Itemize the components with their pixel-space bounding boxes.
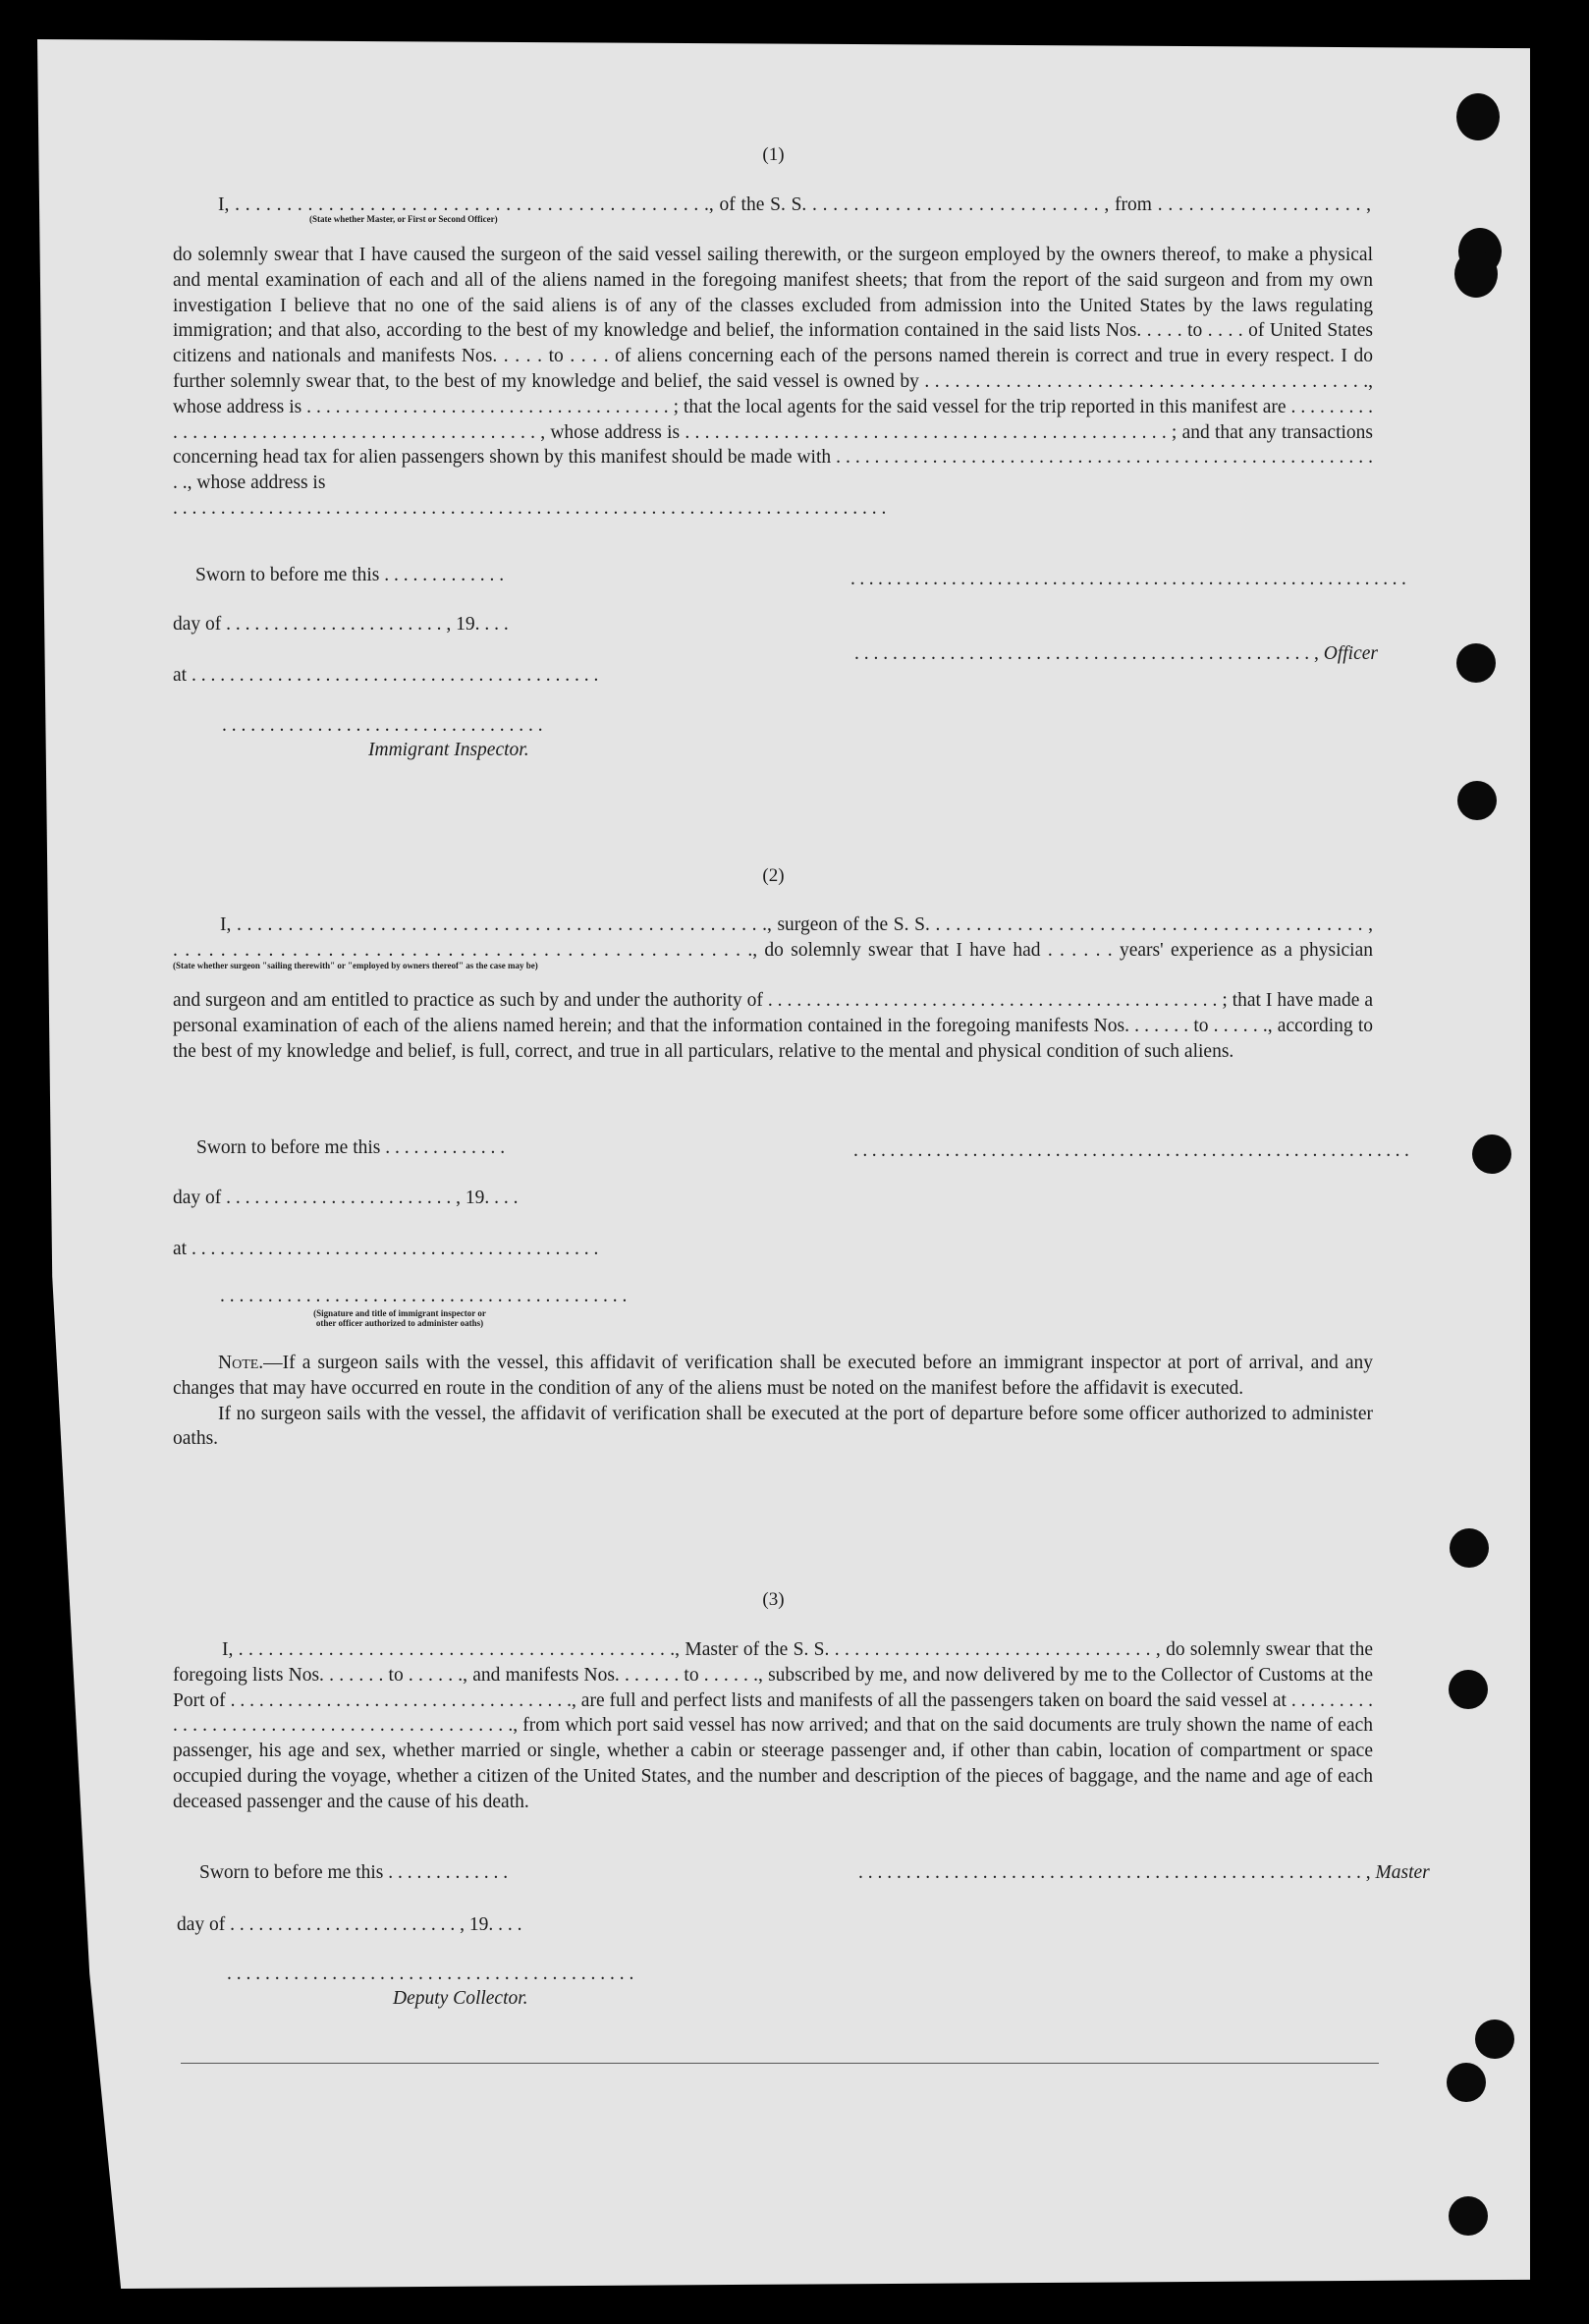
master-oath-end: . . . . . . . . . . . . . . . . . . . . . . . . . . . . . . . . . . . . . . . . . . . . . . . . . . . . . . . . . . . . . . . . . . . . . . . . . . . <box>173 497 887 519</box>
at-line-1: at . . . . . . . . . . . . . . . . . . . . . . . . . . . . . . . . . . . . . . . . . . . <box>173 665 599 686</box>
note-text-2: If no surgeon sails with the vessel, the affidavit of verification shall be executed at the port of departure before some officer authorized to administer oaths. <box>173 1403 1373 1450</box>
day-of-line-1: day of . . . . . . . . . . . . . . . . . . . . . . . , 19. . . . <box>173 614 509 635</box>
officer-label: Officer <box>1323 643 1378 664</box>
binder-hole <box>1449 1670 1488 1709</box>
officer-signature-dots: . . . . . . . . . . . . . . . . . . . . . . . . . . . . . . . . . . . . . . . . . . . . . . . . , <box>854 643 1319 664</box>
signature-title-note-line-2: other officer authorized to administer oaths) <box>315 1317 484 1328</box>
at-line-2: at . . . . . . . . . . . . . . . . . . . . . . . . . . . . . . . . . . . . . . . . . . . <box>173 1239 599 1259</box>
section-3-number: (3) <box>762 1589 785 1610</box>
surgeon-signature-dots: . . . . . . . . . . . . . . . . . . . . . . . . . . . . . . . . . . . . . . . . . . . . . . . . . . . . . . . . . . . . . <box>853 1140 1409 1161</box>
sworn-line-3: Sworn to before me this . . . . . . . . . . . . . <box>199 1862 509 1883</box>
day-of-line-2: day of . . . . . . . . . . . . . . . . . . . . . . . . , 19. . . . <box>173 1188 519 1208</box>
binder-hole <box>1449 2196 1488 2236</box>
immigrant-inspector-label: Immigrant Inspector. <box>368 740 529 760</box>
section-1-number: (1) <box>762 144 785 165</box>
deputy-collector-label: Deputy Collector. <box>393 1988 528 2009</box>
binder-hole <box>1447 2063 1486 2102</box>
binder-hole <box>1454 250 1498 298</box>
master-oath-paragraph <box>173 243 1373 522</box>
master-signature-dots-3: . . . . . . . . . . . . . . . . . . . . . . . . . . . . . . . . . . . . . . . . . . . . . . . . . . . . . , <box>858 1862 1371 1883</box>
binder-hole <box>1475 2020 1514 2059</box>
surgeon-oath-body: and surgeon and am entitled to practice as such by and under the authority of . . . . . . . . . . . . . . . . . . . . . . . . . . . . . . . . . . . . . . . . . . . . . . . ; that I have made a personal examination of each of the aliens named herein; and that the information contained in the foregoing manifests Nos. . . . . . . to . . . . . ., according to the best of my knowledge and belief, is full, correct, and true in all particulars, relative to the mental and physical condition of such aliens. <box>173 990 1373 1062</box>
master-oath-body: do solemnly swear that I have caused the surgeon of the said vessel sailing therewith, or the surgeon employed by the owners thereof, to make a physical and mental examination of each and all of the aliens named in the foregoing manifest sheets; that from the report of the said surgeon and from my own investigation I believe that no one of the said aliens is of any of the classes excluded from admission into the United States by the laws regulating immigration; and that also, according to the best of my knowledge and belief, the information contained in the said lists Nos. . . . . to . . . . of United States citizens and nationals and manifests Nos. . . . . to . . . . of aliens concerning each of the persons named therein is correct and true in every respect. I do further solemnly swear that, to the best of my knowledge and belief, the said vessel is owned by . . . . . . . . . . . . . . . . . . . . . . . . . . . . . . . . . . . . . . . . . . . ., whose address is . . . . . . . . . . . . . . . . . . . . . . . . . . . . . . . . . . . . . . ; that the local agents for the said vessel for the trip reported in this manifest are . . . . . . . . . . . . . . . . . . . . . . . . . . . . . . . . . . . . . . . . . . . . . . , whose address is . . . . . . . . . . . . . . . . . . . . . . . . . . . . . . . . . . . . . . . . . . . . . . . . . ; and that any transactions concerning head tax for alien passengers shown by this manifest should be made with . . . . . . . . . . . . . . . . . . . . . . . . . . . . . . . . . . . . . . . . . . . . . . . . . . . . . . . . . ., whose address is <box>173 245 1373 494</box>
surgeon-second-line: . . . . . . . . . . . . . . . . . . . . . . . . . . . . . . . . . . . . . . . . . . . . . . . . ., do solemnly swear that I have had . . . . . . years' experience as a physician <box>173 940 1373 961</box>
bottom-rule <box>181 2063 1379 2064</box>
master-signature-line <box>858 1863 1430 1883</box>
binder-hole <box>1457 781 1497 820</box>
binder-hole <box>1456 93 1500 140</box>
officer-rank-note: (State whether Master, or First or Second Officer) <box>309 214 498 224</box>
surgeon-type-note: (State whether surgeon "sailing therewith" or "employed by owners thereof" as the case may be) <box>173 961 538 970</box>
inspector-signature-dots: . . . . . . . . . . . . . . . . . . . . . . . . . . . . . . . . . . <box>222 715 543 736</box>
master-arrival-body: I, . . . . . . . . . . . . . . . . . . . . . . . . . . . . . . . . . . . . . . . . . . . ., Master of the S. S. . . . . . . . . . . . . . . . . . . . . . . . . . . . . . . . . , do solemnly swear that the foregoing lists Nos. . . . . . . to . . . . . ., and manifests Nos. . . . . . . to . . . . . ., subscribed by me, and now delivered by me to the Collector of Customs at the Port of . . . . . . . . . . . . . . . . . . . . . . . . . . . . . . . . . . . ., are full and perfect lists and manifests of all the passengers taken on board the said vessel at . . . . . . . . . . . . . . . . . . . . . . . . . . . . . . . . . . . . . . . . . . . ., from which port said vessel has now arrived; and that on the said documents are truly shown the name of each passenger, his age and sex, whether married or single, whether a cabin or steerage passenger and, if other than cabin, location of compartment or space occupied during the voyage, whether a citizen of the United States, and the number and description of the pieces of baggage, and the name and age of each deceased passenger and the cause of his death. <box>173 1639 1373 1812</box>
surgeon-note-paragraph <box>173 1351 1373 1452</box>
binder-hole <box>1450 1528 1489 1568</box>
officer-signature-line <box>854 644 1378 664</box>
note-label: Note. <box>218 1353 264 1373</box>
signature-title-note <box>218 1309 581 1329</box>
master-signature-dots: . . . . . . . . . . . . . . . . . . . . . . . . . . . . . . . . . . . . . . . . . . . . . . . . . . . . . . . . . . . . . <box>850 569 1406 589</box>
surgeon-intro-line: I, . . . . . . . . . . . . . . . . . . . . . . . . . . . . . . . . . . . . . . . . . . . . . . . . . . . ., surgeon of the S. S. . . . . . . . . . . . . . . . . . . . . . . . . . . . . . . . . . . . . . . . . . . , <box>220 914 1373 935</box>
note-first-paragraph <box>173 1351 1373 1402</box>
master-intro-line: I, . . . . . . . . . . . . . . . . . . . . . . . . . . . . . . . . . . . . . . . . . . . . . ., of the S. S. . . . . . . . . . . . . . . . . . . . . . . . . . . . . , from . . . . . . . . . . . . . . . . . . . . , <box>218 194 1371 215</box>
inspector-signature-dots-2: . . . . . . . . . . . . . . . . . . . . . . . . . . . . . . . . . . . . . . . . . . . <box>220 1286 628 1306</box>
master-label: Master <box>1375 1862 1430 1883</box>
note-text-1: —If a surgeon sails with the vessel, this affidavit of verification shall be executed before an immigrant inspector at port of arrival, and any changes that may have occurred en route in the condition of any of the aliens must be noted on the manifest before the affidavit is executed. <box>173 1353 1373 1399</box>
binder-hole <box>1456 643 1496 683</box>
collector-signature-dots: . . . . . . . . . . . . . . . . . . . . . . . . . . . . . . . . . . . . . . . . . . . <box>227 1964 634 1984</box>
surgeon-oath-paragraph <box>173 988 1373 1064</box>
signature-title-note-line-1: (Signature and title of immigrant inspector or <box>313 1308 486 1318</box>
sworn-line-2: Sworn to before me this . . . . . . . . . . . . . <box>196 1137 506 1158</box>
day-of-line-3: day of . . . . . . . . . . . . . . . . . . . . . . . . , 19. . . . <box>177 1914 522 1935</box>
master-arrival-paragraph <box>173 1637 1373 1815</box>
section-2-number: (2) <box>762 865 785 886</box>
sworn-line-1: Sworn to before me this . . . . . . . . . . . . . <box>195 565 505 585</box>
binder-hole <box>1472 1134 1511 1174</box>
